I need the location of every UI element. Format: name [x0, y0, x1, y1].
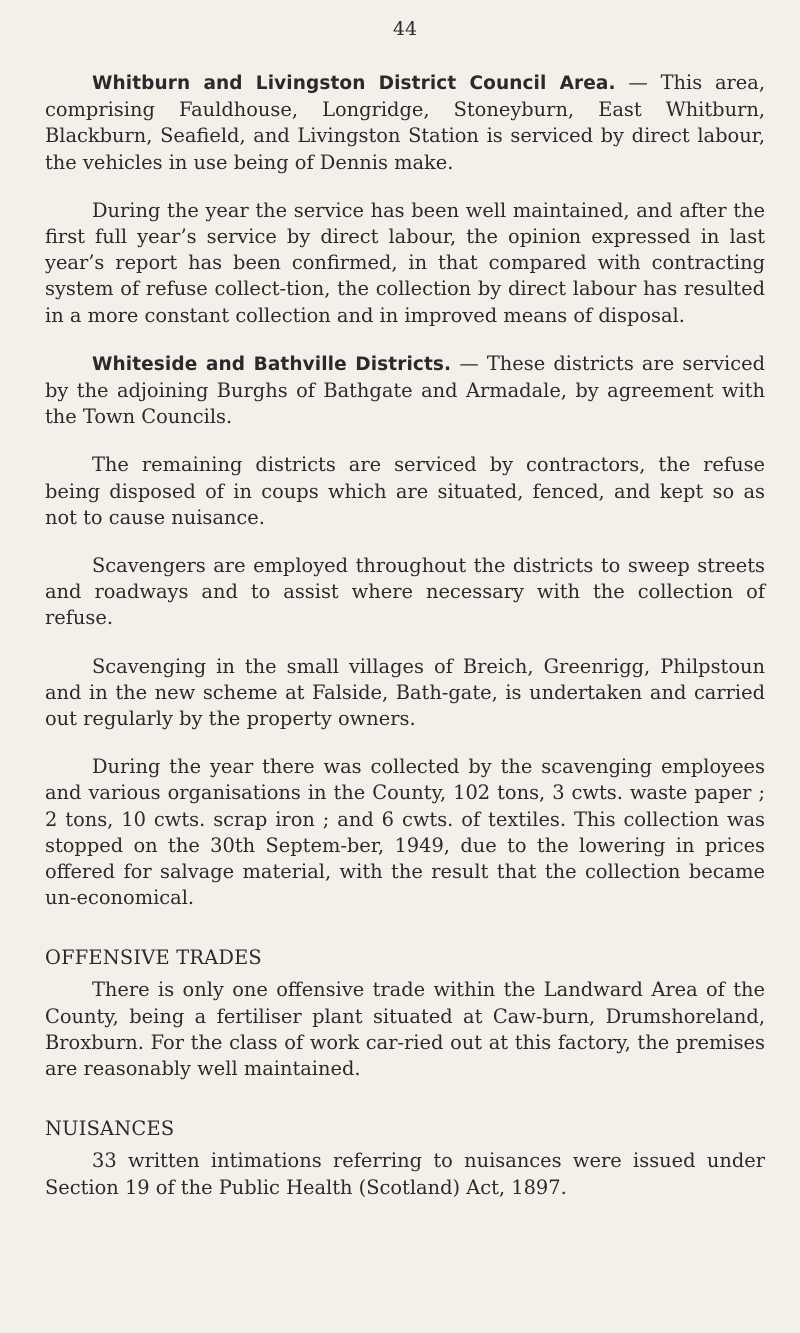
paragraph-text: — This area, comprising Fauldhouse, Longridge, Stoneyburn, East Whitburn, Blackburn, Seafield, and Livingston Station is serviced by direct labour, the vehicles in use being of Dennis make.	[45, 71, 765, 174]
paragraph-heading-whiteside-bathville: Whiteside and Bathville Districts.	[92, 353, 452, 375]
section-nuisances	[45, 1116, 765, 1200]
page-content	[45, 70, 765, 1223]
paragraph-text: — These districts are serviced by the adjoining Burghs of Bathgate and Armadale, by agreement with the Town Councils.	[45, 351, 765, 429]
paragraph-remaining-districts: The remaining districts are serviced by contractors, the refuse being disposed of in coups which are situated, fenced, and kept so as not to cause nuisance.	[45, 453, 765, 529]
section-offensive-trades	[45, 945, 765, 1082]
paragraph-salvage-collection: During the year there was collected by the scavenging employees and various organisations in the County, 102 tons, 3 cwts. waste paper ; 2 tons, 10 cwts. scrap iron ; and 6 cwts. of textiles. This collection was stopped on the 30th Septem-ber, 1949, due to the lowering in prices offered for salvage material, with the result that the collection became un-economical.	[45, 755, 765, 910]
page-number: 44	[392, 18, 418, 40]
section-heading-nuisances: NUISANCES	[45, 1117, 175, 1141]
paragraph-heading-whitburn-livingston: Whitburn and Livingston District Council Area.	[92, 73, 616, 94]
paragraph-offensive-trades: There is only one offensive trade within the Landward Area of the County, being a fertiliser plant situated at Caw-burn, Drumshoreland, Broxburn. For the class of work car-ried out at this factory, the premises are reasonably well maintained.	[45, 978, 765, 1081]
paragraph-whitburn-livingston	[45, 70, 765, 176]
paragraph-scavengers: Scavengers are employed throughout the districts to sweep streets and roadways and to assist where necessary with the collection of refuse.	[45, 554, 765, 630]
paragraph-whiteside-bathville	[45, 351, 765, 431]
paragraph-service-maintained: During the year the service has been well maintained, and after the first full year’s service by direct labour, the opinion expressed in last year’s report has been confirmed, in that compared with contracting system of refuse collect-tion, the collection by direct labour has resulted in a more constant collection and in improved means of disposal.	[45, 198, 765, 327]
paragraph-nuisances: 33 written intimations referring to nuisances were issued under Section 19 of the Public Health (Scotland) Act, 1897.	[45, 1149, 765, 1199]
paragraph-small-villages: Scavenging in the small villages of Breich, Greenrigg, Philpstoun and in the new scheme at Falside, Bath-gate, is undertaken and carried out regularly by the property owners.	[45, 654, 765, 731]
section-heading-offensive-trades: OFFENSIVE TRADES	[45, 946, 262, 970]
